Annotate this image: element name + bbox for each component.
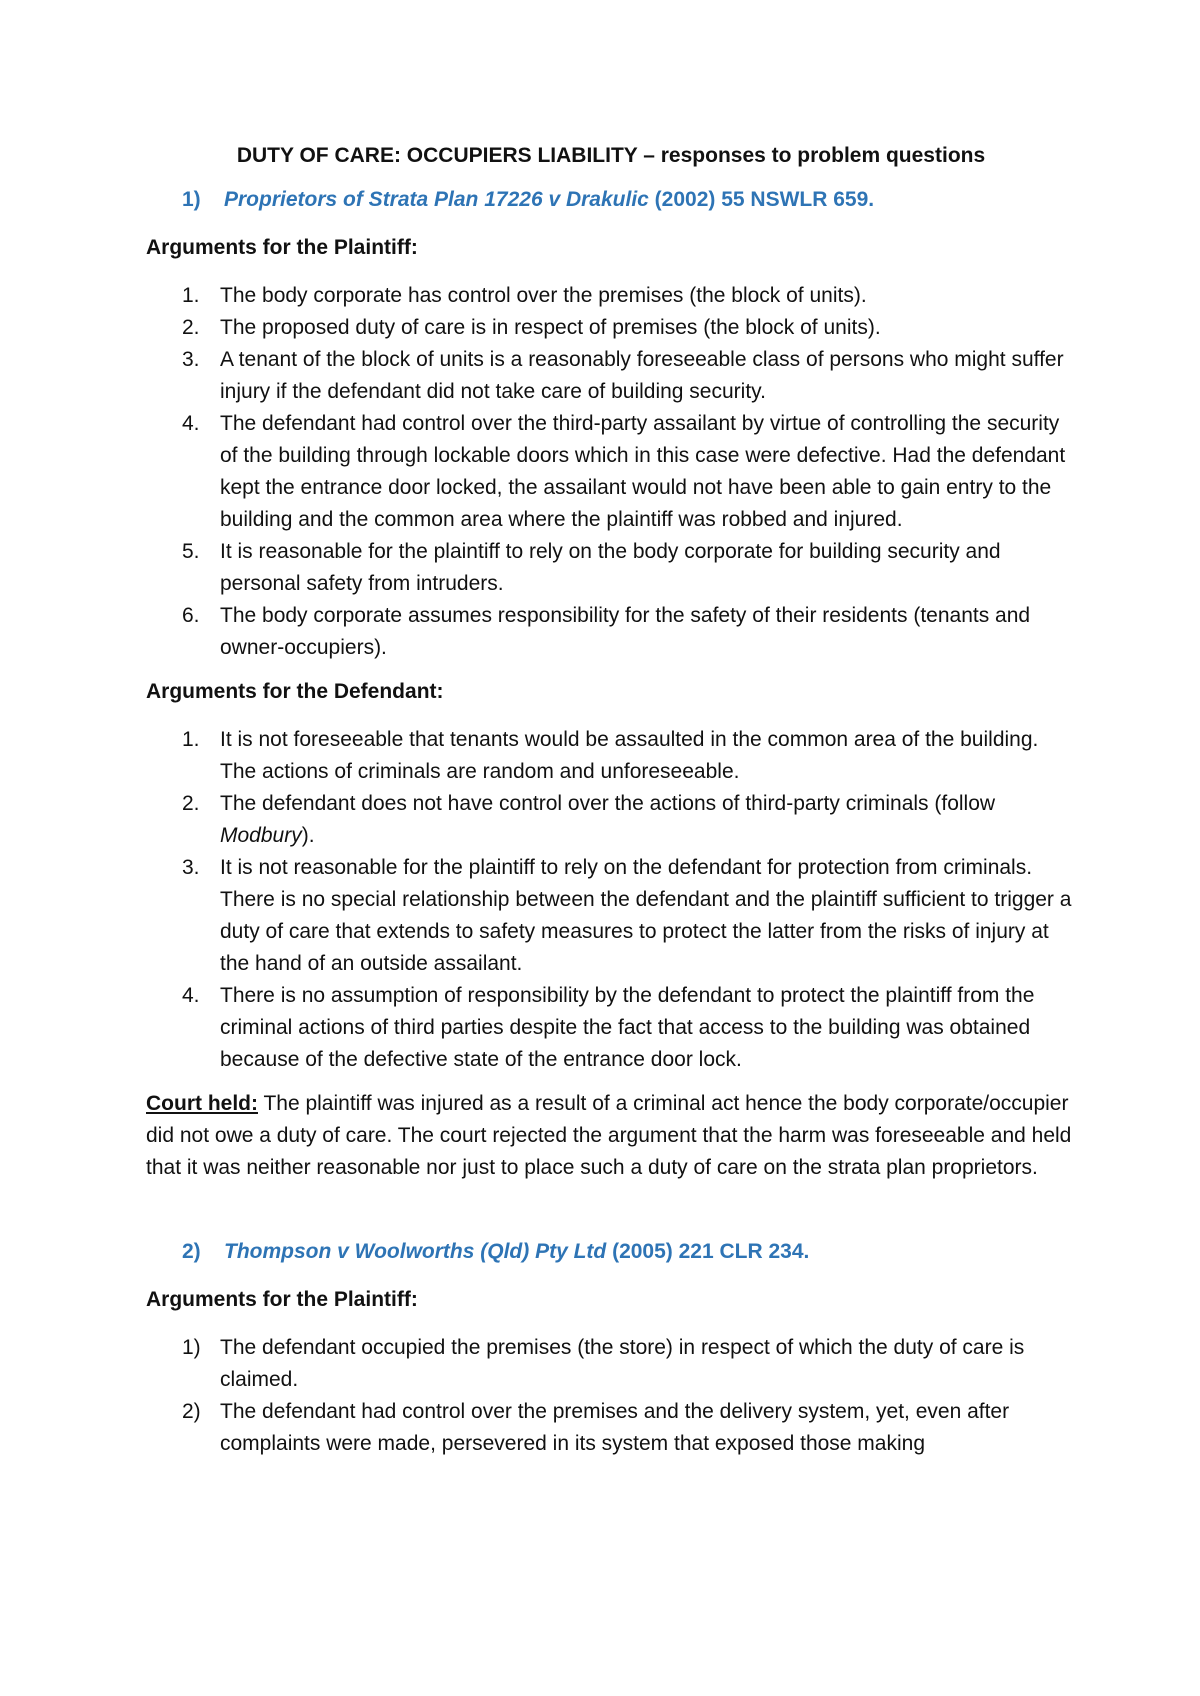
list-text-part: ). bbox=[301, 824, 315, 847]
defendant-arguments-list bbox=[146, 724, 1076, 1076]
case-name: Proprietors of Strata Plan 17226 v Drakulic bbox=[224, 188, 649, 211]
list-number: 1. bbox=[182, 728, 200, 751]
case-citation: (2002) 55 NSWLR 659. bbox=[648, 188, 875, 211]
court-held-label: Court held: bbox=[146, 1092, 258, 1115]
case-citation: (2005) 221 CLR 234. bbox=[606, 1240, 810, 1263]
plaintiff-arguments-list bbox=[146, 1332, 1076, 1460]
list-item bbox=[146, 724, 1076, 788]
court-held-text: The plaintiff was injured as a result of a criminal act hence the body corporate/occupier did not owe a duty of care. The court rejected the argument that the harm was foreseeable and held that it was neither reasonable nor just to place such a duty of care on the strata plan proprietors. bbox=[146, 1092, 1072, 1179]
document-content bbox=[146, 140, 1076, 1472]
case-reference: Modbury bbox=[220, 824, 302, 847]
document-title: DUTY OF CARE: OCCUPIERS LIABILITY – responses to problem questions bbox=[236, 144, 986, 167]
list-number: 6. bbox=[182, 604, 200, 627]
list-number: 3. bbox=[182, 348, 200, 371]
list-text: The defendant had control over the premises and the delivery system, yet, even after complaints were made, persevered in its system that exposed those making bbox=[220, 1400, 1010, 1455]
list-text: The proposed duty of care is in respect of premises (the block of units). bbox=[220, 316, 881, 339]
list-text: There is no assumption of responsibility by the defendant to protect the plaintiff from the criminal actions of third parties despite the fact that access to the building was obtained because of the defective state of the entrance door lock. bbox=[220, 984, 1035, 1071]
plaintiff-heading: Arguments for the Plaintiff: bbox=[146, 1288, 418, 1311]
plaintiff-arguments-list bbox=[146, 280, 1076, 664]
plaintiff-heading: Arguments for the Plaintiff: bbox=[146, 236, 418, 259]
case-heading-1 bbox=[146, 184, 1076, 216]
list-number: 5. bbox=[182, 540, 200, 563]
list-item bbox=[146, 536, 1076, 600]
list-number: 2. bbox=[182, 316, 200, 339]
list-item bbox=[146, 980, 1076, 1076]
list-item bbox=[146, 852, 1076, 980]
defendant-heading: Arguments for the Defendant: bbox=[146, 680, 444, 703]
list-number: 2. bbox=[182, 792, 200, 815]
list-item bbox=[146, 1332, 1076, 1396]
list-text: The body corporate has control over the premises (the block of units). bbox=[220, 284, 867, 307]
list-number: 4. bbox=[182, 984, 200, 1007]
list-item bbox=[146, 600, 1076, 664]
list-text: It is not foreseeable that tenants would be assaulted in the common area of the building. The actions of criminals are random and unforeseeable. bbox=[220, 728, 1039, 783]
list-text: A tenant of the block of units is a reasonably foreseeable class of persons who might suffer injury if the defendant did not take care of building security. bbox=[220, 348, 1064, 403]
list-item bbox=[146, 344, 1076, 408]
section-spacer bbox=[146, 1184, 1076, 1236]
list-item bbox=[146, 788, 1076, 852]
list-number: 4. bbox=[182, 412, 200, 435]
list-number: 2) bbox=[182, 1400, 201, 1423]
list-text: It is reasonable for the plaintiff to rely on the body corporate for building security and personal safety from intruders. bbox=[220, 540, 1001, 595]
list-number: 1) bbox=[182, 1336, 201, 1359]
list-number: 1. bbox=[182, 284, 200, 307]
list-item bbox=[146, 408, 1076, 536]
list-text-part: The defendant does not have control over the actions of third-party criminals (follow bbox=[220, 792, 996, 815]
case-name: Thompson v Woolworths (Qld) Pty Ltd bbox=[224, 1240, 607, 1263]
list-text: The defendant had control over the third-party assailant by virtue of controlling the security of the building through lockable doors which in this case were defective. Had the defendant kept the entrance door locked, the assailant would not have been able to gain entry to the building and the common area where the plaintiff was robbed and injured. bbox=[220, 412, 1066, 531]
list-text bbox=[220, 788, 1076, 852]
case-heading-2 bbox=[146, 1236, 1076, 1268]
list-text: The defendant occupied the premises (the store) in respect of which the duty of care is claimed. bbox=[220, 1336, 1025, 1391]
case-number: 2) bbox=[182, 1240, 201, 1263]
case-number: 1) bbox=[182, 188, 201, 211]
list-text: The body corporate assumes responsibility for the safety of their residents (tenants and owner-occupiers). bbox=[220, 604, 1031, 659]
court-held-paragraph bbox=[146, 1088, 1076, 1184]
list-item bbox=[146, 280, 1076, 312]
list-number: 3. bbox=[182, 856, 200, 879]
list-item bbox=[146, 1396, 1076, 1460]
list-item bbox=[146, 312, 1076, 344]
list-text: It is not reasonable for the plaintiff to rely on the defendant for protection from criminals. There is no special relationship between the defendant and the plaintiff sufficient to trigger a duty of care that extends to safety measures to protect the latter from the risks of injury at the hand of an outside assailant. bbox=[220, 856, 1072, 975]
